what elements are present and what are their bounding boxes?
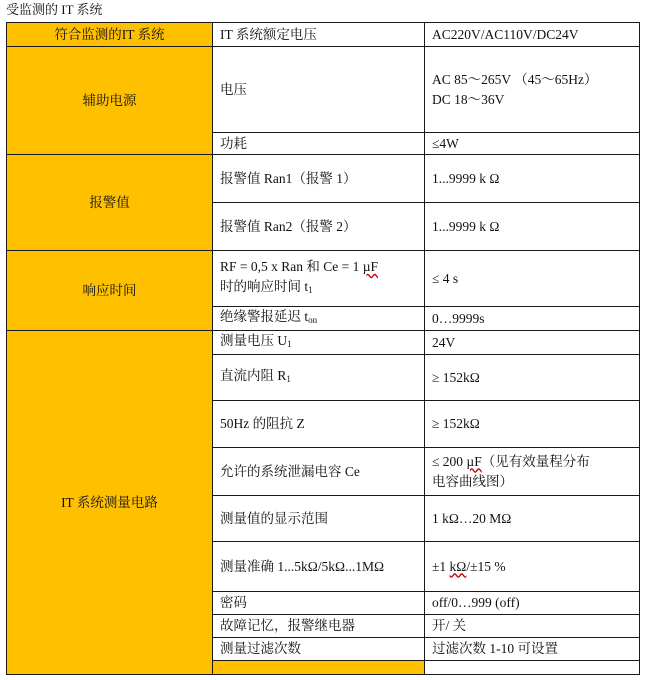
dc-resistance-label-subscript: 1 (286, 374, 291, 384)
capacitance-value-text: ≤ 200 (432, 453, 467, 469)
alarm-ran1-value: 1...9999 k Ω (425, 155, 640, 203)
table-header-row (7, 23, 640, 47)
alarm-ran2-label: 报警值 Ran2（报警 2） (213, 203, 425, 251)
rf-label-subscript: 1 (308, 285, 313, 295)
accuracy-value (425, 542, 640, 592)
rf-value: ≤ 4 s (425, 251, 640, 307)
capacitance-value-note: （见有效量程分布 (481, 453, 590, 469)
rf-label-text: RF = 0,5 x Ran 和 Ce = 1 (220, 259, 363, 274)
spec-table (6, 22, 640, 675)
capacitance-value-line2: 电容曲线图） (432, 473, 513, 489)
fault-memory-label: 故障记忆，报警继电器 (213, 615, 425, 638)
alarm-ran1-label: 报警值 Ran1（报警 1） (213, 155, 425, 203)
password-value: off/0…999 (off) (425, 592, 640, 615)
aux-voltage-label: 电压 (213, 47, 425, 133)
impedance-label: 50Hz 的阻抗 Z (213, 401, 425, 448)
capacitance-value-unit: µF (466, 453, 482, 469)
capacitance-label: 允许的系统泄漏电容 Ce (213, 448, 425, 496)
aux-voltage-value (425, 47, 640, 133)
accuracy-label: 测量准确 1...5kΩ/5kΩ...1MΩ (213, 542, 425, 592)
dc-resistance-value: ≥ 152kΩ (425, 355, 640, 401)
category-response-time: 响应时间 (7, 251, 213, 331)
category-measurement-circuit: IT 系统测量电路 (7, 331, 213, 675)
capacitance-value-line1 (432, 452, 632, 472)
category-alarm: 报警值 (7, 155, 213, 251)
display-range-value: 1 kΩ…20 MΩ (425, 496, 640, 542)
password-label: 密码 (213, 592, 425, 615)
table-row (7, 331, 640, 355)
accuracy-value-text: ±1 (432, 558, 450, 574)
aux-voltage-value-line2: DC 18～36V (432, 91, 505, 107)
filter-value: 过滤次数 1-10 可设置 (425, 638, 640, 661)
header-cell-voltage-value: AC220V/AC110V/DC24V (425, 23, 640, 47)
category-aux-power: 辅助电源 (7, 47, 213, 155)
dc-resistance-label (213, 355, 425, 401)
measure-voltage-value: 24V (425, 331, 640, 355)
fault-memory-value: 开/ 关 (425, 615, 640, 638)
rf-label (213, 251, 425, 307)
dc-resistance-label-text: 直流内阻 R (220, 368, 287, 383)
capacitance-value (425, 448, 640, 496)
ton-label-subscript: on (308, 315, 318, 325)
accuracy-value-tail: /±15 % (466, 558, 506, 574)
ton-label (213, 307, 425, 331)
measure-voltage-label-text: 测量电压 U (220, 333, 288, 348)
page-title: 受监测的 IT 系统 (6, 2, 103, 17)
ton-label-text: 绝缘警报延迟 t (220, 309, 309, 324)
rf-label-line1 (220, 257, 417, 277)
cut-off-category-cell (213, 661, 425, 675)
header-cell-rated-voltage: IT 系统额定电压 (213, 23, 425, 47)
accuracy-value-unit: kΩ (449, 558, 467, 574)
power-label: 功耗 (213, 133, 425, 155)
display-range-label: 测量值的显示范围 (213, 496, 425, 542)
measure-voltage-label-subscript: 1 (287, 339, 292, 349)
aux-voltage-value-line1: AC 85～265V （45～65Hz） (432, 71, 598, 87)
table-row (7, 47, 640, 133)
rf-label-line2 (220, 277, 417, 300)
rf-label-unit: µF (362, 259, 379, 274)
alarm-ran2-value: 1...9999 k Ω (425, 203, 640, 251)
table-row (7, 155, 640, 203)
cut-off-label-cell (425, 661, 640, 675)
ton-value: 0…9999s (425, 307, 640, 331)
header-cell-system: 符合监测的IT 系统 (7, 23, 213, 47)
filter-label: 测量过滤次数 (213, 638, 425, 661)
rf-label-line2-text: 时的响应时间 t (220, 279, 309, 294)
power-value: ≤4W (425, 133, 640, 155)
impedance-value: ≥ 152kΩ (425, 401, 640, 448)
table-row (7, 251, 640, 307)
measure-voltage-label (213, 331, 425, 355)
